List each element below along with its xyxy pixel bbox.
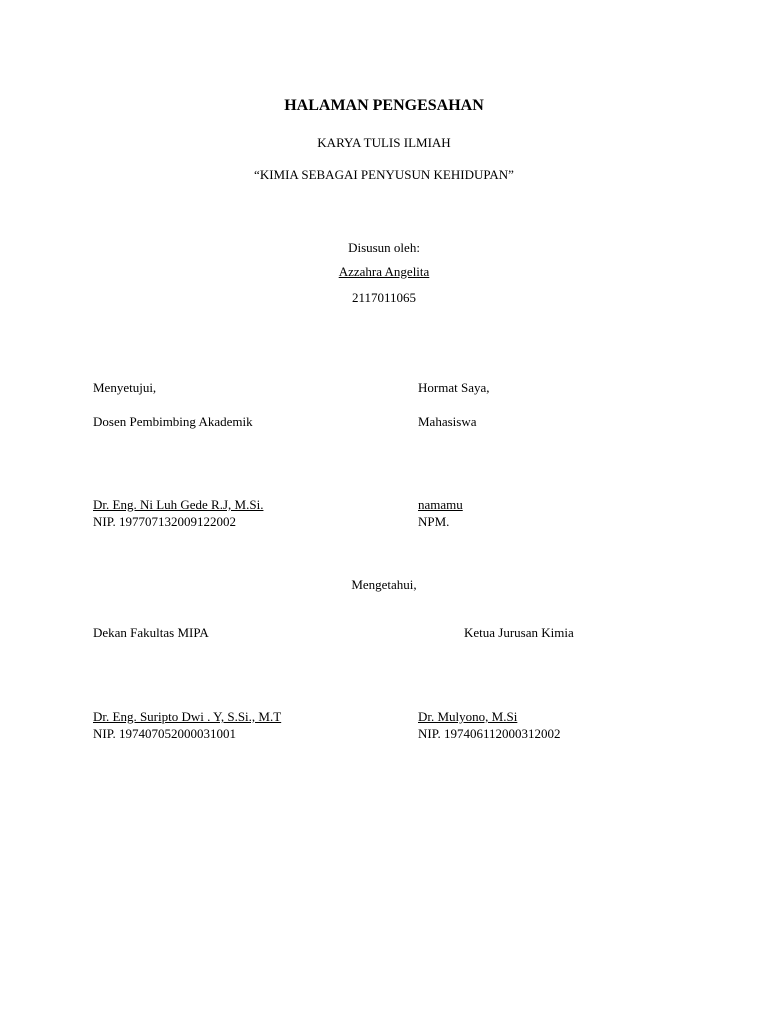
document-type: KARYA TULIS ILMIAH xyxy=(317,135,451,150)
document-subject: “KIMIA SEBAGAI PENYUSUN KEHIDUPAN” xyxy=(254,167,514,182)
author-label: Disusun oleh: xyxy=(348,240,420,255)
acknowledgement-right-name: Dr. Mulyono, M.Si xyxy=(418,709,518,724)
approval-left-role: Dosen Pembimbing Akademik xyxy=(93,414,253,429)
approval-right-label: Hormat Saya, xyxy=(418,380,490,395)
acknowledgement-left-nip: NIP. 197407052000031001 xyxy=(93,726,237,741)
approval-left-name: Dr. Eng. Ni Luh Gede R.J, M.Si. xyxy=(93,497,264,512)
acknowledgement-label: Mengetahui, xyxy=(351,577,417,592)
page-title: HALAMAN PENGESAHAN xyxy=(284,97,484,114)
approval-left-nip: NIP. 197707132009122002 xyxy=(93,514,237,529)
author-name: Azzahra Angelita xyxy=(338,264,430,279)
approval-left-label: Menyetujui, xyxy=(93,380,157,395)
approval-right-name: namamu xyxy=(418,497,463,512)
approval-right-role: Mahasiswa xyxy=(418,414,477,429)
acknowledgement-left-name: Dr. Eng. Suripto Dwi . Y, S.Si., M.T xyxy=(93,709,282,724)
approval-right-npm: NPM. xyxy=(418,514,450,529)
acknowledgement-right-nip: NIP. 197406112000312002 xyxy=(418,726,561,741)
author-name-wrap xyxy=(0,264,768,280)
acknowledgement-left-role: Dekan Fakultas MIPA xyxy=(93,625,209,640)
acknowledgement-right-role: Ketua Jurusan Kimia xyxy=(464,625,574,640)
author-id: 2117011065 xyxy=(351,290,417,305)
